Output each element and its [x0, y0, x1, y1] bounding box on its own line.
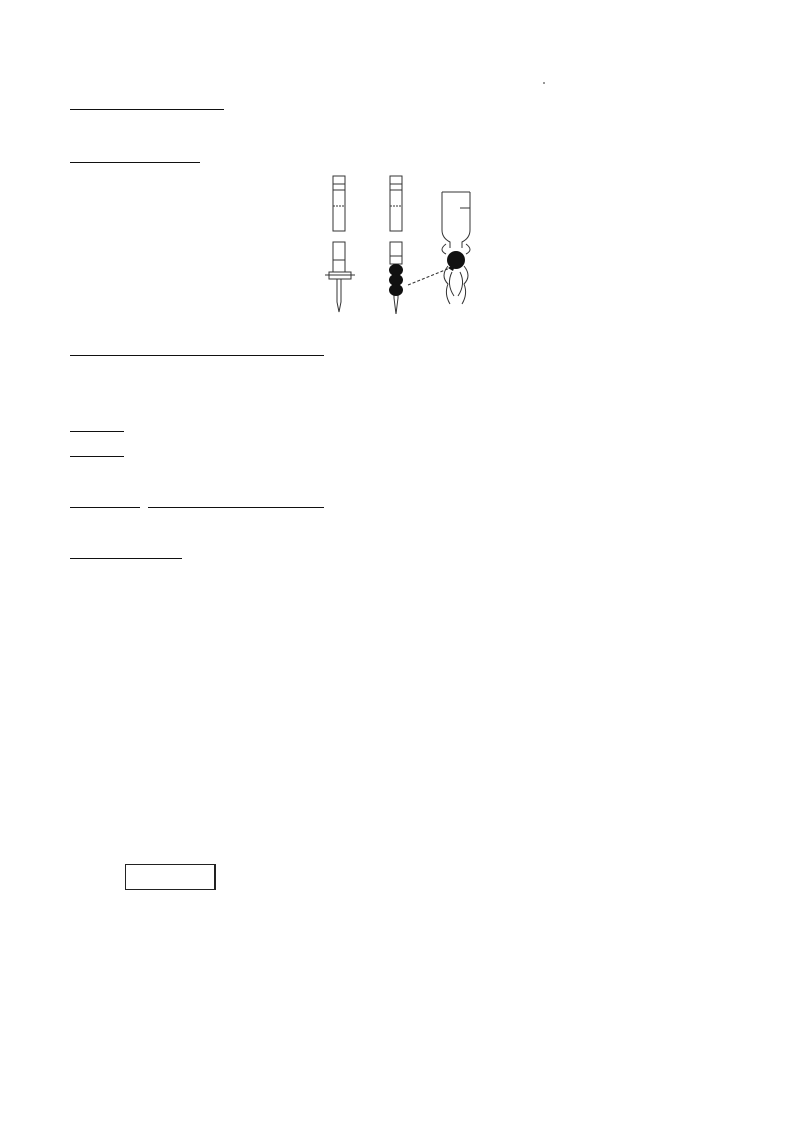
glass-bead-icon	[389, 251, 465, 296]
answer-acid-burette	[70, 355, 168, 356]
stray-dot	[543, 82, 545, 84]
answer-beaker	[140, 162, 200, 163]
table-header-row	[126, 865, 216, 890]
burette-figure	[320, 172, 490, 334]
answer-base-burette	[168, 355, 266, 356]
answer-zero	[70, 456, 124, 457]
formula-line	[70, 96, 224, 116]
answer-indicators	[70, 558, 182, 559]
instrument-answers-line	[70, 342, 332, 362]
answer-precision	[266, 355, 324, 356]
burette-a-lower-tube	[333, 242, 345, 272]
header-indicator	[126, 865, 215, 890]
reagents-line	[70, 545, 182, 565]
step-2	[70, 418, 132, 438]
step-3	[70, 443, 124, 463]
indicator-table	[125, 864, 216, 890]
answer-zero-mark	[70, 507, 140, 508]
step-4-line-2	[70, 494, 324, 514]
burette-b-lower-tube	[390, 242, 402, 264]
formula-answer	[70, 109, 224, 110]
answer-conical-flask	[70, 162, 140, 163]
instruments-line	[70, 149, 200, 169]
answer-rinse	[70, 431, 124, 432]
titration-curve-chart	[310, 672, 510, 834]
answer-below-zero-mark	[148, 507, 324, 508]
header-range	[215, 865, 216, 890]
